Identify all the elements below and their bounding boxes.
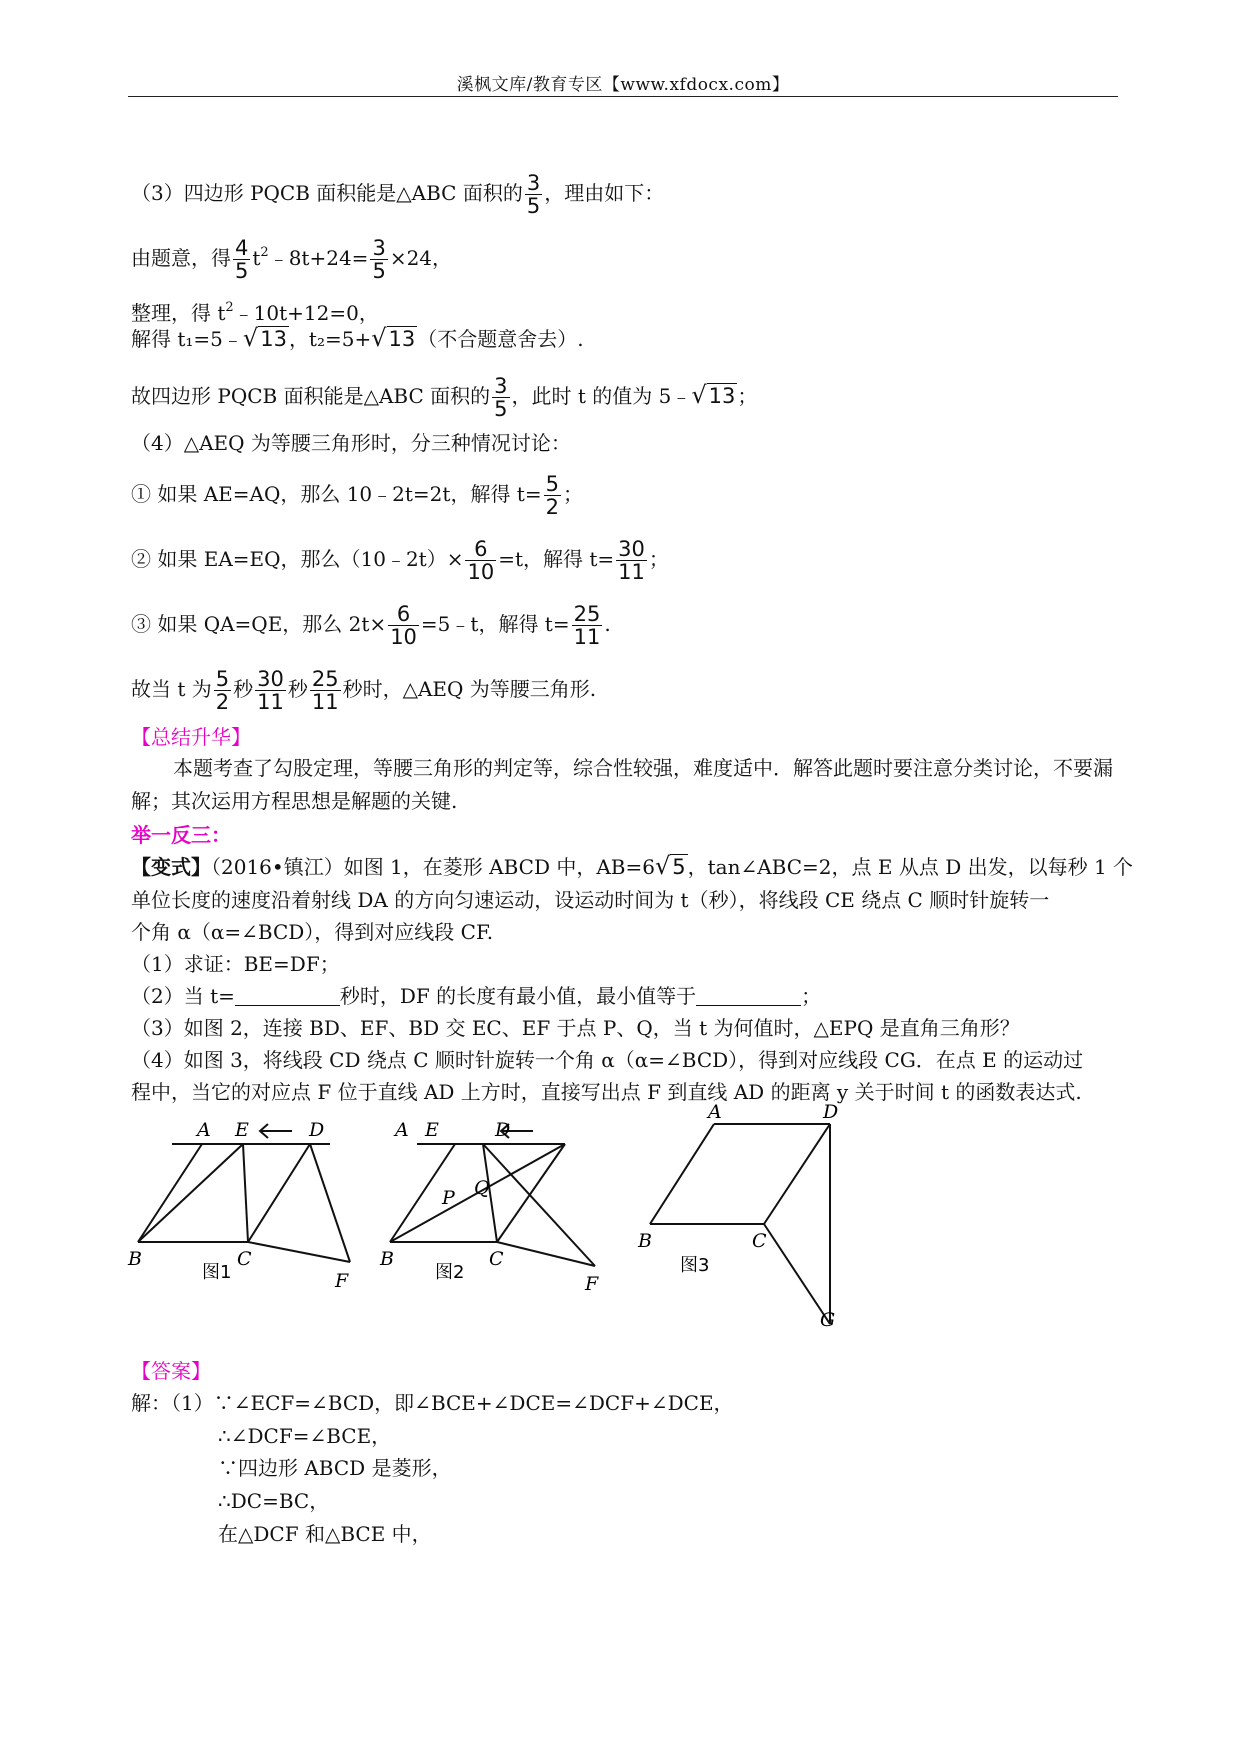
fraction: $\frac{25}{11}$ (573, 602, 601, 649)
figure-3 (630, 1104, 870, 1334)
equation-line: 由题意，得 $\frac{4}{5}$ $t^2﹣8t+24=$ $\frac{3}{5}$ ×24， (131, 236, 453, 283)
fraction: $\frac{25}{11}$ (311, 667, 339, 714)
fraction: $\frac{5}{2}$ (215, 667, 230, 714)
answer-blank (235, 985, 340, 1006)
fig3-caption: 图3 (680, 1255, 710, 1276)
question-4-line-1: （4）如图 3，将线段 CD 绕点 C 顺时针旋转一个角 α（α=∠BCD），得到对应线段 CG．在点 E 的运动过 (131, 1048, 1084, 1072)
fig2-label-a: A (395, 1119, 409, 1141)
text: ，理由如下： (544, 181, 665, 205)
extension-heading: 举一反三： (131, 823, 231, 847)
fig1-caption: 图1 (202, 1262, 232, 1283)
fig2-label-e: E (425, 1119, 439, 1141)
answer-line-5: 在△DCF 和△BCE 中， (218, 1522, 432, 1546)
fraction: $\frac{6}{10}$ (390, 602, 417, 649)
fig1-label-f: F (335, 1270, 349, 1292)
simplify-line: 整理，得 $t^2﹣10t+12=0$， (131, 300, 379, 325)
figure-2 (375, 1112, 635, 1312)
answer-line-3: ∵四边形 ABCD 是菱形， (218, 1456, 452, 1480)
final-conclusion: 故当 t 为 $\frac{5}{2}$ 秒 $\frac{30}{11}$ 秒 $\frac{25}{11}$ 秒时，△AEQ 为等腰三角形. (131, 667, 597, 714)
text: （3）四边形 PQCB 面积能是△ABC 面积的 (131, 181, 523, 205)
fig2-label-f: F (585, 1273, 599, 1295)
fraction: $\frac{3}{5}$ (526, 171, 541, 218)
variant-line-2: 单位长度的速度沿着射线 DA 的方向匀速运动，设运动时间为 t（秒），将线段 CE 绕点 C 顺时针旋转一 (131, 888, 1050, 912)
fig3-label-c: C (752, 1230, 767, 1252)
fraction: $\frac{6}{10}$ (467, 537, 495, 584)
answer-blank (696, 985, 801, 1006)
variant-tag: 【变式】 (131, 855, 211, 879)
header-divider (128, 96, 1118, 97)
answer-line-4: ∴DC=BC， (218, 1489, 330, 1513)
fig1-label-c: C (237, 1248, 252, 1270)
question-3: （3）如图 2，连接 BD、EF、BD 交 EC、EF 于点 P、Q，当 t 为何值时，△EPQ 是直角三角形？ (131, 1016, 1020, 1040)
solution-line-3 (131, 172, 664, 217)
fig3-label-a: A (708, 1104, 722, 1123)
fig2-label-d: D (495, 1119, 511, 1141)
case-3: ③ 如果 QA=QE，那么 2t× $\frac{6}{10}$ =5﹣t，解得 t= $\frac{25}{11}$ . (131, 602, 611, 649)
fig3-label-d: D (823, 1104, 839, 1123)
conclusion-line: 故四边形 PQCB 面积能是△ABC 面积的 $\frac{3}{5}$ ，此时 t 的值为 5﹣√13 ； (131, 374, 758, 421)
question-4-line-2: 程中，当它的对应点 F 位于直线 AD 上方时，直接写出点 F 到直线 AD 的距离 y 关于时间 t 的函数表达式. (131, 1080, 1082, 1104)
fig2-label-p: P (442, 1187, 455, 1209)
question-1: （1）求证：BE=DF； (131, 952, 340, 976)
answer-heading: 【答案】 (131, 1359, 211, 1383)
variant-line-1: 【变式】（2016•镇江）如图 1，在菱形 ABCD 中，AB=6√5 ，tan∠ABC=2，点 E 从点 D 出发，以每秒 1 个 (131, 852, 1134, 880)
square-root: √13 (691, 381, 736, 409)
fig3-label-g: G (820, 1309, 836, 1331)
answer-line-2: ∴∠DCF=∠BCE， (218, 1424, 392, 1448)
summary-text: 本题考查了勾股定理，等腰三角形的判定等，综合性较强，难度适中．解答此题时要注意分类讨论，不要漏解；其次运用方程思想是解题的关键. (131, 756, 1113, 813)
fig2-label-c: C (489, 1248, 504, 1270)
variant-line-3: 个角 α（α=∠BCD），得到对应线段 CF. (131, 920, 494, 944)
fig2-caption: 图2 (435, 1262, 465, 1283)
square-root: √13 (371, 324, 416, 352)
fraction: $\frac{30}{11}$ (618, 537, 645, 584)
fraction: $\frac{5}{2}$ (545, 472, 559, 519)
fig1-label-d: D (309, 1119, 325, 1141)
fig1-label-b: B (128, 1248, 142, 1270)
fraction: $\frac{3}{5}$ (372, 236, 386, 283)
square-root: √13 (242, 324, 287, 352)
case-2: ② 如果 EA=EQ，那么（10﹣2t）× $\frac{6}{10}$ =t，解得 t= $\frac{30}{11}$ ； (131, 537, 669, 584)
question-2: （2）当 t= 秒时，DF 的长度有最小值，最小值等于 ； (131, 984, 822, 1008)
case-1: ① 如果 AE=AQ，那么 10﹣2t=2t，解得 t= $\frac{5}{2}$ ； (131, 472, 583, 519)
fig1-label-e: E (235, 1119, 249, 1141)
fraction: $\frac{30}{11}$ (257, 667, 284, 714)
fig2-label-b: B (380, 1248, 394, 1270)
fig2-label-q: Q (474, 1177, 490, 1199)
fraction: $\frac{3}{5}$ (494, 374, 508, 421)
fig3-label-b: B (638, 1230, 652, 1252)
fraction: $\frac{4}{5}$ (235, 236, 249, 283)
fig1-label-a: A (197, 1119, 211, 1141)
case-intro: （4）△AEQ 为等腰三角形时，分三种情况讨论： (131, 431, 571, 455)
solve-line: 解得 t₁=5﹣√13 ，t₂=5+√13 （不合题意舍去）. (131, 324, 584, 352)
answer-line-1: 解：（1）∵∠ECF=∠BCD，即∠BCE+∠DCE=∠DCF+∠DCE， (131, 1391, 734, 1415)
square-root: √5 (654, 852, 686, 880)
page-header: 溪枫文库/教育专区【www.xfdocx.com】 (456, 75, 790, 95)
summary-heading: 【总结升华】 (131, 725, 251, 749)
